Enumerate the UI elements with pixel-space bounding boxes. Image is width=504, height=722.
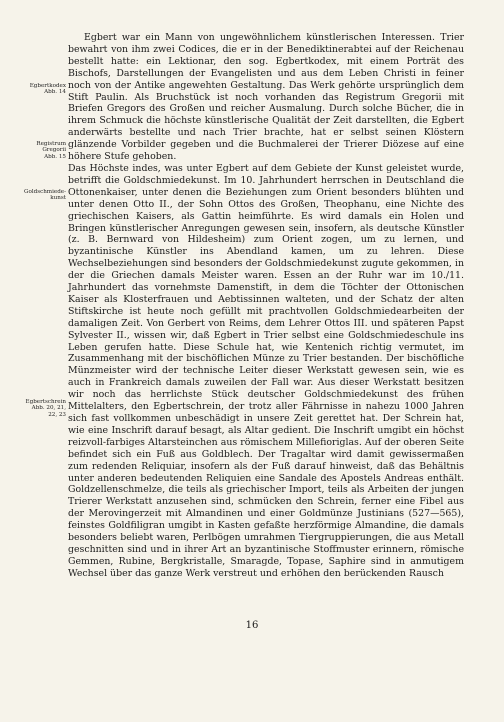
margin-note-line: Egbertschrein (25, 399, 66, 405)
margin-note-line: Egbertkodex (29, 83, 66, 89)
margin-note-registrum (24, 141, 66, 160)
margin-note-line: Abb. 20, 21, 22, 23 (31, 405, 66, 418)
margin-note-line: Abb. 15 (44, 153, 66, 160)
margin-note-line: Goldschmiede- (24, 189, 66, 195)
margin-note-egbertschrein (24, 399, 66, 418)
body-text (68, 32, 464, 580)
margin-note-egbertkodex (24, 83, 66, 96)
margin-note-line: kunst (50, 195, 66, 202)
margin-note-goldschmiedekunst (24, 189, 66, 202)
margin-note-line: Abb. 14 (44, 89, 66, 96)
margin-note-line: Registrum Gregorii (36, 141, 66, 154)
paragraph-egbert: Egbert war ein Mann von ungewöhnlichem künstlerischen Interessen. Trier bewahrt von ihm zwei Codices, die er in der Benediktinerabtei auf der Reichenau bestellt hatte: ein Lektionar, den sog. Egbertkodex, mit einem Porträt des Bischofs, Darstellungen der Evangelisten und aus dem Leben Christi in feiner noch von der Antike angewehten Gestaltung. Das Werk gehörte ursprünglich dem Stift Paulin. Als Bruchstück ist noch vorhanden das Registrum Gregorii mit Briefen Gregors des Großen und reicher Ausmalung. Durch solche Bücher, die in ihrem Schmuck die höchste künstlerische Qualität der Zeit darstellten, die Egbert anderwärts bestellte und nach Trier brachte, hat er selbst seinen Klöstern glänzende Vorbilder gegeben und die Buchmalerei der Trierer Diözese auf eine höhere Stufe gehoben. (68, 32, 464, 163)
paragraph-goldschmiedekunst: Das Höchste indes, was unter Egbert auf dem Gebiete der Kunst geleistet wurde, betrifft die Goldschmiedekunst. Im 10. Jahrhundert herrschen in Deutschland die Ottonenkaiser, unter denen die Beziehungen zum Orient besonders blühten und unter denen Otto II., der Sohn Ottos des Großen, Theophanu, eine Nichte des griechischen Kaisers, als Gattin heimführte. Es wird damals ein Holen und Bringen künstlerischer Anregungen gewesen sein, insofern, als deutsche Künstler (z. B. Bernward von Hildesheim) zum Orient zogen, um zu lernen, und byzantinische Künstler ins Abendland kamen, um zu lehren. Diese Wechselbeziehungen sind besonders der Goldschmiedekunst zugute gekommen, in der die Griechen damals Meister waren. Essen an der Ruhr war im 10./11. Jahrhundert das vornehmste Damenstift, in dem die Töchter der Ottonischen Kaiser als Klosterfrauen und Aebtissinnen walteten, und der Schatz der alten Stiftskirche ist heute noch gefüllt mit prachtvollen Goldschmiedearbeiten der damaligen Zeit. Von Gerbert von Reims, dem Lehrer Ottos III. und späteren Papst Sylvester II., wissen wir, daß Egbert in Trier selbst eine Goldschmiedeschule ins Leben gerufen hatte. Diese Schule hat, wie Kentenich richtig vermutet, im Zusammenhang mit der bischöflichen Münze zu Trier bestanden. Der bischöfliche Münzmeister wird der technische Leiter dieser Werkstatt gewesen sein, wie es auch in Frankreich damals zuweilen der Fall war. Aus dieser Werkstatt besitzen wir noch das herrlichste Stück deutscher Goldschmiedekunst des frühen Mittelalters, den Egbertschrein, der trotz aller Fährnisse in nahezu 1000 Jahren sich fast vollkommen unbeschädigt in unsere Zeit gerettet hat. Der Schrein hat, wie eine Inschrift darauf besagt, als Altar gedient. Die Inschrift umgibt ein höchst reizvoll-farbiges Altarsteinchen aus römischem Millefioriglas. Auf der oberen Seite befindet sich ein Fuß aus Goldblech. Der Tragaltar wird damit gewissermaßen zum redenden Reliquiar, insofern als der Fuß darauf hinweist, daß das Behältnis unter anderen bedeutenden Reliquien eine Sandale des Apostels Andreas enthält. Goldzellenschmelze, die teils als griechischer Import, teils als Arbeiten der jungen Trierer Werkstatt anzusehen sind, schmücken den Schrein, ferner eine Fibel aus der Merovingerzeit mit Almandinen und einer Goldmünze Justinians (527—565), feinstes Goldfiligran umgibt in Kasten gefaßte herzförmige Almandine, die damals besonders beliebt waren, Perlbögen umrahmen Tiergruppierungen, die aus Metall geschnitten sind und in ihrer Art an byzantinische Stoffmuster erinnern, römische Gemmen, Rubine, Bergkristalle, Smaragde, Topase, Saphire sind in anmutigem Wechsel über das ganze Werk verstreut und erhöhen den berückenden Rausch (68, 162, 464, 579)
page-number: 16 (245, 620, 259, 631)
